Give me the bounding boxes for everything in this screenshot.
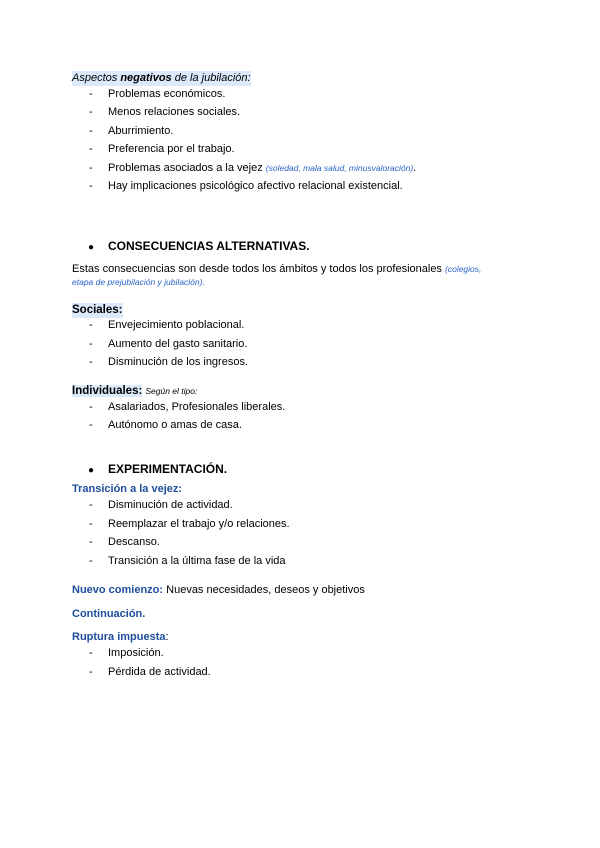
section-heading-consecuencias bbox=[88, 238, 310, 254]
dash: - bbox=[89, 536, 93, 548]
list-item-text: Transición a la última fase de la vida bbox=[108, 555, 286, 567]
list-item-end: . bbox=[413, 162, 417, 174]
section-title: EXPERIMENTACIÓN. bbox=[108, 462, 228, 476]
intro-text: Estas consecuencias son desde todos los ámbitos y todos los profesionales bbox=[72, 263, 442, 275]
dash: - bbox=[89, 518, 93, 530]
list-item bbox=[89, 178, 403, 194]
sociales-heading: Sociales: bbox=[72, 304, 123, 316]
list-item-text: Autónomo o amas de casa. bbox=[108, 419, 242, 431]
list-item bbox=[89, 354, 248, 370]
list-item bbox=[89, 317, 244, 333]
list-item bbox=[89, 123, 173, 139]
list-item-text: Reemplazar el trabajo y/o relaciones. bbox=[108, 518, 290, 530]
dash: - bbox=[89, 401, 93, 413]
dash: - bbox=[89, 319, 93, 331]
dash: - bbox=[89, 88, 93, 100]
list-item bbox=[89, 399, 285, 415]
list-item bbox=[89, 336, 247, 352]
section-title: CONSECUENCIAS ALTERNATIVAS. bbox=[108, 239, 310, 253]
list-item bbox=[89, 160, 416, 176]
negativos-heading-post: de la jubilación: bbox=[171, 72, 251, 84]
dash: - bbox=[89, 356, 93, 368]
list-item-text: Disminución de los ingresos. bbox=[108, 356, 249, 368]
bullet-icon: ● bbox=[88, 242, 95, 253]
section-heading-experimentacion bbox=[88, 461, 227, 477]
nuevo-comienzo bbox=[72, 582, 365, 598]
nuevo-comienzo-text: Nuevas necesidades, deseos y objetivos bbox=[163, 584, 365, 596]
dash: - bbox=[89, 647, 93, 659]
list-item bbox=[89, 534, 160, 550]
dash: - bbox=[89, 106, 93, 118]
dash: - bbox=[89, 125, 93, 137]
list-item-text: Envejecimiento poblacional. bbox=[108, 319, 245, 331]
list-item bbox=[89, 516, 290, 532]
dash: - bbox=[89, 180, 93, 192]
individuales-note: Según el tipo: bbox=[145, 386, 198, 396]
inline-note: (soledad, mala salud, minusvaloración) bbox=[265, 163, 414, 173]
list-item-text: Descanso. bbox=[108, 536, 160, 548]
list-item-text: Aburrimiento. bbox=[108, 125, 174, 137]
list-item-text: Preferencia por el trabajo. bbox=[108, 143, 235, 155]
negativos-heading-pre: Aspectos bbox=[72, 72, 121, 84]
dash: - bbox=[89, 338, 93, 350]
list-item-text: Problemas asociados a la vejez bbox=[108, 162, 263, 174]
nuevo-comienzo-heading: Nuevo comienzo: bbox=[72, 584, 164, 596]
bullet-icon: ● bbox=[88, 465, 95, 476]
dash: - bbox=[89, 555, 93, 567]
consecuencias-intro-note bbox=[72, 276, 205, 288]
list-item bbox=[89, 553, 286, 569]
list-item-text: Hay implicaciones psicológico afectivo relacional existencial. bbox=[108, 180, 403, 192]
inline-note: (colegios, bbox=[445, 264, 482, 274]
list-item bbox=[89, 664, 211, 680]
dash: - bbox=[89, 419, 93, 431]
ruptura-heading-label: Ruptura impuesta bbox=[72, 631, 166, 643]
individuales-heading-label: Individuales: bbox=[72, 385, 143, 397]
list-item bbox=[89, 86, 225, 102]
list-item-text: Disminución de actividad. bbox=[108, 499, 233, 511]
list-item-text: Pérdida de actividad. bbox=[108, 666, 211, 678]
list-item bbox=[89, 104, 240, 120]
inline-note: etapa de prejubilación y jubilación). bbox=[72, 277, 205, 287]
list-item bbox=[89, 645, 164, 661]
dash: - bbox=[89, 666, 93, 678]
list-item-text: Asalariados, Profesionales liberales. bbox=[108, 401, 286, 413]
list-item-text: Imposición. bbox=[108, 647, 164, 659]
dash: - bbox=[89, 143, 93, 155]
consecuencias-intro bbox=[72, 262, 481, 276]
negativos-heading bbox=[72, 71, 251, 86]
list-item bbox=[89, 417, 242, 433]
transicion-heading: Transición a la vejez: bbox=[72, 483, 183, 495]
list-item bbox=[89, 497, 233, 513]
dash: - bbox=[89, 162, 93, 174]
ruptura-colon: : bbox=[165, 631, 169, 643]
negativos-heading-bold: negativos bbox=[120, 72, 172, 84]
list-item-text: Menos relaciones sociales. bbox=[108, 106, 241, 118]
ruptura-heading bbox=[72, 630, 169, 645]
list-item bbox=[89, 141, 235, 157]
continuacion-heading: Continuación. bbox=[72, 608, 146, 620]
individuales-heading bbox=[72, 384, 197, 399]
list-item-text: Problemas económicos. bbox=[108, 88, 226, 100]
dash: - bbox=[89, 499, 93, 511]
list-item-text: Aumento del gasto sanitario. bbox=[108, 338, 248, 350]
